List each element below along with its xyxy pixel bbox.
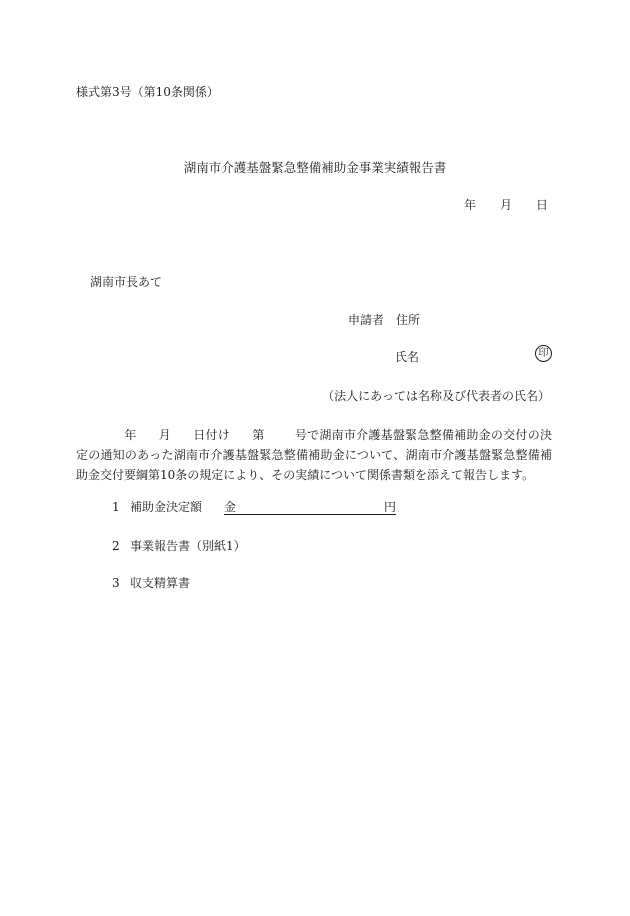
report-body-paragraph: [76, 425, 552, 485]
applicant-label: 申請者: [348, 313, 385, 327]
body-month-label: 月: [158, 428, 172, 442]
seal-icon: 印: [535, 345, 552, 362]
document-title: 湖南市介護基盤緊急整備補助金事業実績報告書: [183, 160, 447, 175]
item-label: 事業報告書（別紙1）: [130, 539, 246, 553]
date-month-label: 月: [499, 198, 512, 212]
corporate-note: （法人にあっては名称及び代表者の氏名）: [322, 389, 550, 403]
date-line: [464, 199, 548, 211]
list-item-business-report: [112, 540, 246, 552]
date-day-label: 日: [535, 198, 548, 212]
address-label: 住所: [396, 313, 421, 327]
body-year-label: 年: [124, 428, 137, 442]
amount-suffix: 円: [384, 500, 397, 514]
item-number: 2: [112, 539, 120, 553]
addressee: 湖南市長あて: [90, 275, 163, 289]
item-number: 1: [112, 500, 120, 514]
amount-prefix: 金: [224, 500, 237, 514]
name-label: 氏名: [395, 350, 420, 364]
body-date-suffix: 日付け: [193, 428, 231, 442]
applicant-name-row: [395, 351, 419, 363]
item-number: 3: [112, 576, 120, 590]
list-item-settlement: [112, 577, 190, 589]
form-number: 様式第3号（第10条関係）: [76, 85, 219, 99]
list-item-subsidy-amount: [112, 501, 396, 515]
amount-field: [224, 501, 396, 515]
date-year-label: 年: [463, 198, 476, 212]
applicant-address-row: [348, 314, 420, 326]
item-label: 補助金決定額: [130, 500, 203, 514]
item-label: 収支精算書: [130, 576, 191, 590]
body-number-prefix: 第: [252, 428, 265, 442]
body-text: 号で湖南市介護基盤緊急整備補助金の交付の決定の通知のあった湖南市介護基盤緊急整備補助金について、湖南市介護基盤緊急整備補助金交付要綱第10条の規定により、その実績について関係書類を添えて報告します。: [76, 428, 552, 482]
